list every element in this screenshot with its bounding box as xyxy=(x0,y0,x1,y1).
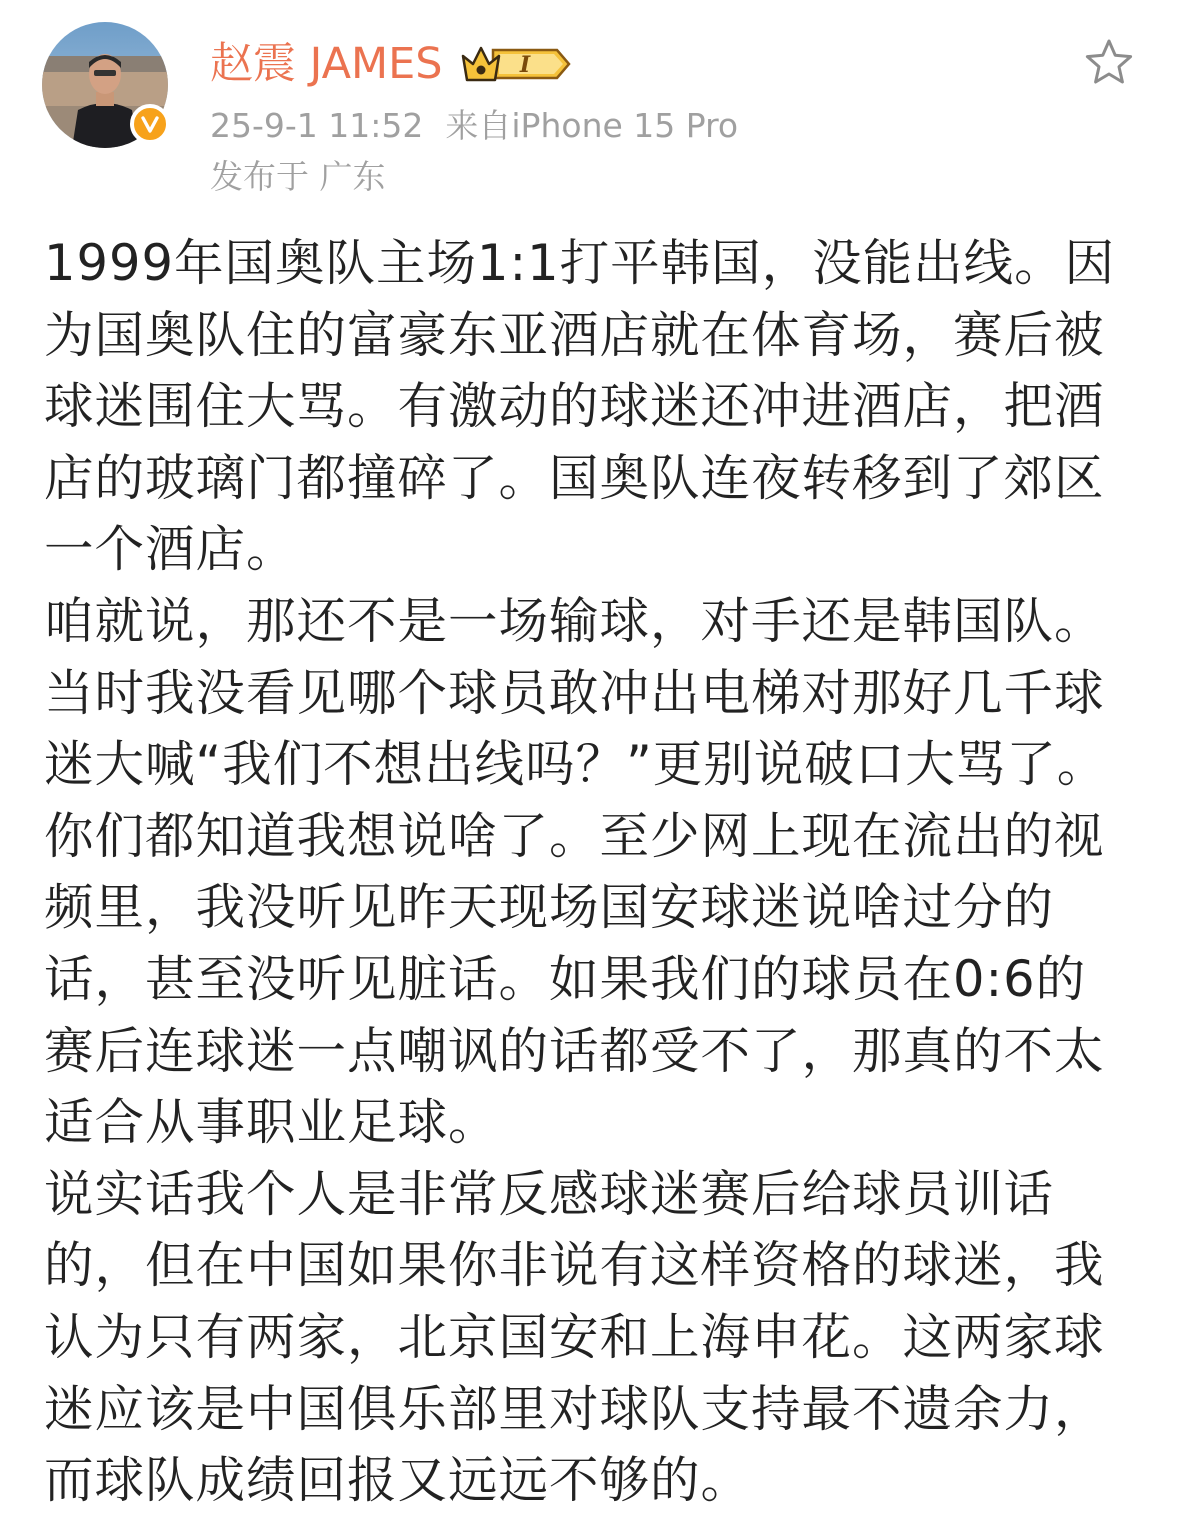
post-body-line: 1999年国奥队主场1:1打平韩国，没能出线。因 xyxy=(44,234,1116,292)
username-row xyxy=(210,36,571,92)
post-body-line: 店的玻璃门都撞碎了。国奥队连夜转移到了郊区 xyxy=(44,448,1105,507)
post-source: 来自iPhone 15 Pro xyxy=(445,106,739,145)
post-body-line: 频里，我没听见昨天现场国安球迷说啥过分的 xyxy=(44,878,1054,937)
post-body-line: 球迷围住大骂。有激动的球迷还冲进酒店，把酒 xyxy=(44,377,1105,436)
post-body-line: 为国奥队住的富豪东亚酒店就在体育场，赛后被 xyxy=(44,305,1105,364)
post-body-line: 认为只有两家，北京国安和上海申花。这两家球 xyxy=(44,1307,1105,1366)
post-body-line: 你们都知道我想说啥了。至少网上现在流出的视 xyxy=(44,806,1105,865)
post-body-line: 的，但在中国如果你非说有这样资格的球迷，我 xyxy=(44,1236,1105,1295)
post-body-line: 当时我没看见哪个球员敢冲出电梯对那好几千球 xyxy=(44,663,1105,722)
post-body-line: 一个酒店。 xyxy=(44,520,297,579)
crown-level-badge-icon[interactable] xyxy=(459,41,571,87)
level-badge-text: I xyxy=(519,52,530,78)
post-timestamp: 25-9-1 11:52 xyxy=(210,106,424,145)
post-body-line: 适合从事职业足球。 xyxy=(44,1093,499,1152)
avatar-container[interactable] xyxy=(42,22,168,148)
username[interactable]: 赵震 JAMES xyxy=(210,39,443,89)
post-body-line: 说实话我个人是非常反感球迷赛后给球员训话 xyxy=(44,1164,1054,1223)
post-body xyxy=(44,228,1114,1517)
verified-v-icon xyxy=(130,104,170,144)
star-outline-icon[interactable] xyxy=(1082,36,1136,90)
post-meta-time xyxy=(210,104,738,148)
post-header xyxy=(0,0,1179,210)
post-body-line: 而球队成绩回报又远远不够的。 xyxy=(44,1451,751,1510)
post-location: 发布于 广东 xyxy=(210,157,386,196)
post-body-line: 赛后连球迷一点嘲讽的话都受不了，那真的不太 xyxy=(44,1021,1105,1080)
post-body-line: 咱就说，那还不是一场输球，对手还是韩国队。 xyxy=(44,591,1105,650)
post-body-line: 话，甚至没听见脏话。如果我们的球员在0:6的 xyxy=(44,949,1087,1008)
post-body-line: 迷应该是中国俱乐部里对球队支持最不遗余力， xyxy=(44,1379,1105,1438)
post-body-line: 迷大喊“我们不想出线吗？”更别说破口大骂了。 xyxy=(44,735,1108,794)
